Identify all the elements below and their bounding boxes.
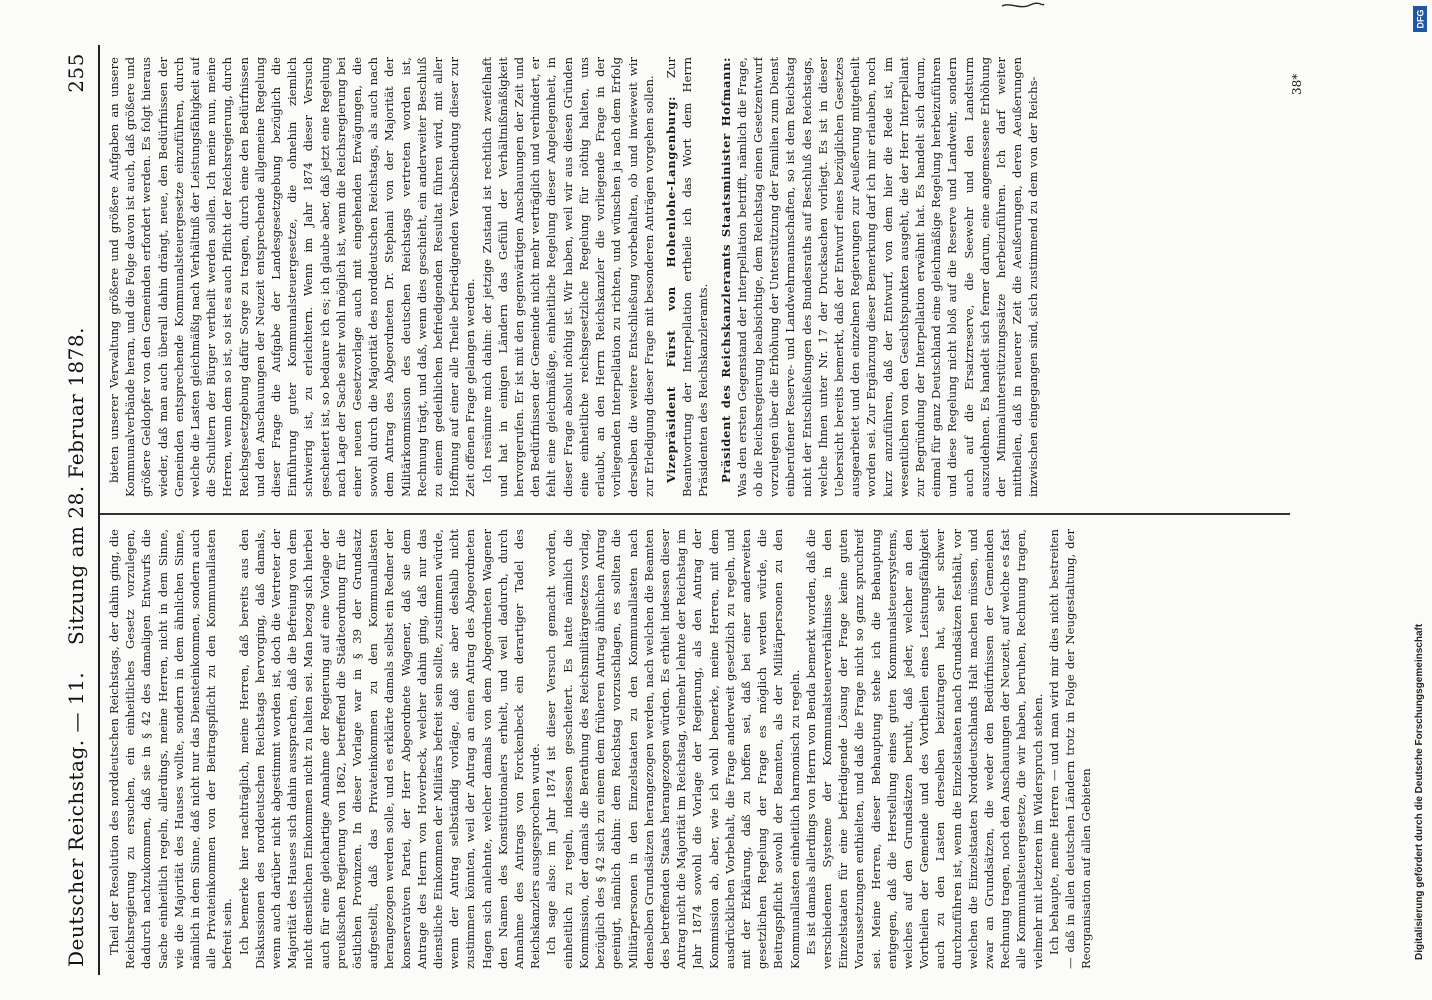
paragraph: Es ist damals allerdings von Herrn von Benda bemerkt worden, daß die verschiedenen Systeme der Kommunalsteuerverhältnisse in den Einzelstaaten für eine befriedigende Lösung der Frage keine guten Voraussetzungen enthielten, und daß die Frage nicht so ganz spruchreif sei. Meine Herren, dieser Behauptung stehe ich die Behauptung entgegen, daß die Herstellung eines guten Kommunalsteuersystems, welches auf den Grundsätzen beruht, daß jeder, welcher an den Vortheilen der Gemeinde und des Vortheilen eines Leistungsfähigkeit auch zu den Lasten derselben beizutragen hat, sehr schwer durchzuführen ist, wenn die Einzelstaaten nach Grundsätzen festhält, vor welchen die Einzelstaaten Norddeutschlands Halt machen müssen, und zwar an Grundsätzen, die weder den Bedürfnissen der Gemeinden Rechnung tragen, noch den Anschauungen der Neuzeit, auf welche es fast alle Kommunalsteuergesetze, die wir haben, beruhen, Rechnung tragen, vielmehr mit letzteren im Widerspruch stehen.: [803, 529, 1045, 969]
speaker-text: Zur Beantwortung der Interpellation ertheile ich das Wort dem Herrn Präsidenten des Reichskanzleramts.: [663, 57, 711, 497]
speaker-paragraph: [663, 57, 712, 497]
speaker-name: Vizepräsident Fürst von Hohenlohe-Langenburg:: [663, 96, 678, 483]
paragraph: Ich bemerke hier nachträglich, meine Herren, daß bereits aus den Diskussionen des norddeutschen Reichstags hervorging, daß damals, wenn auch darüber nicht abgestimmt worden ist, doch die Vertreter der Majorität des Hauses sich dahin aussprachen, daß die Befreiung von dem nicht dienstlichen Einkommen nicht zu halten sei. Man bezog sich hierbei auch für eine gleichartige Annahme der Regierung auf eine Vorlage der preußischen Regierung von 1862, betreffend die Städteordnung für die östlichen Provinzen. In dieser Vorlage war in § 39 der Grundsatz aufgestellt, daß das Privateinkommen zu den Kommunallasten herangezogen werden solle, und es erklärte damals selbst ein Redner der konservativen Partei, der Herr Abgeordnete Wagener, daß sie dem Antrage des Herrn von Hoverbeck, welcher dahin ging, daß nur das dienstliche Einkommen der Militärs befreit sein sollte, zustimmen würde, wenn der Antrag selbständig vorläge, daß sie aber deshalb nicht zustimmen könnten, weil der Antrag an einen Antrag des Abgeordneten Hagen sich anlehnte, welcher damals von dem Abgeordneten Wagener den Namen des Konstitutionalers erhielt, und weil dadurch, durch Annahme des Antrags von Forckenbeck ein derartiger Tadel des Reichskanzlers ausgesprochen wurde.: [236, 529, 543, 969]
paragraph: bieten unserer Verwaltung größere und größere Aufgaben an unsere Kommunalverbände heran, und die Folge davon ist auch, daß größere und größere Geldopfer von den Gemeinden erfordert werden. Es folgt hieraus wieder, daß man auch überall dahin drängt, neue, den Bedürfnissen der Gemeinden entsprechende Kommunalsteuergesetze einzuführen, durch welche die Lasten gleichmäßig nach Verhältniß der Leistungsfähigkeit auf die Schultern der Bürger vertheilt werden sollen. Ich meine nun, meine Herren, wenn dem so ist, so ist es auch Pflicht der Reichsregierung, durch Reichsgesetzgebung dafür Sorge zu tragen, durch eine den Bedürfnissen und den Anschauungen der Neuzeit entsprechende allgemeine Regelung dieser Frage die Aufgabe der Landesgesetzgebung bezüglich die Einführung guter Kommunalsteuergesetze, die ohnehin ziemlich schwierig ist, zu erleichtern. Wenn im Jahr 1874 dieser Versuch gescheitert ist, so bedaure ich es; ich glaube aber, daß jetzt eine Regelung nach Lage der Sache sehr wohl möglich ist, wenn die Reichsregierung bei einer neuen Gesetzvorlage auch mit eingehenden Erwägungen, die sowohl durch die Majorität des norddeutschen Reichstags, als auch nach dem Antrag des Abgeordneten Dr. Stephani von der Majorität der Militärkommission des deutschen Reichstags vertreten worden ist, Rechnung trägt, und daß, wenn dies geschieht, ein anderweiter Beschluß zu einem gedeihlichen befriedigenden Resultat führen wird, mit aller Hoffnung auf einer alle Theile befriedigenden Verabschiedung dieser zur Zeit offenen Frage gelangen werden.: [107, 57, 478, 497]
page-number: 255: [64, 53, 88, 93]
left-column: [106, 529, 1286, 969]
right-column: [106, 57, 1286, 497]
speaker-text: Was den ersten Gegenstand der Interpellation betrifft, nämlich die Frage, ob die Reichsregierung beabsichtige, dem Reichstag einen Gesetzentwurf vorzulegen über die Erhöhung der Unterstützung der Familien zum Dienst einberufener Reserve- und Landwehrmannschaften, so ist dem Reichstag nicht der Entschließungen des Bundesraths auf Beschluß des Reichstags, welche Ihnen unter Nr. 17 der Drucksachen vorliegt. Es ist in dieser Uebersicht bereits bemerkt, daß der Entwurf eines bezüglichen Gesetzes ausgearbeitet und den einzelnen Regierungen zur Aeußerung mitgetheilt worden sei. Zur Ergänzung dieser Bemerkung darf ich mir erlauben, noch kurz anzuführen, daß der Entwurf, von dem hier die Rede ist, im wesentlichen von den Gesichtspunkten ausgeht, die der Herr Interpellant zur Begründung der Interpellation erwähnt hat. Es handelt sich darum, einmal für ganz Deutschland eine gleichmäßige Regelung herbeizuführen und diese Regelung nicht bloß auf die Reserve und Landwehr, sondern auch auf die Ersatzreserve, die Seewehr und den Landsturm auszudehnen. Es handelt sich ferner darum, eine angemessene Erhöhung der Minimalunterstützungssätze herbeizuführen. Ich darf weiter mittheilen, daß in neuerer Zeit die Aeußerungen, deren Aeußerungen inzwischen eingegangen sind, sich zustimmend zu dem von der Reichs-: [734, 57, 1041, 497]
running-header: [60, 45, 100, 975]
credit-text: Digitalisierung gefördert durch die Deutsche Forschungsgemeinschaft: [1414, 623, 1425, 960]
header-rule: [98, 45, 100, 975]
paragraph: Ich resümire mich dahin: der jetzige Zustand ist rechtlich zweifelhaft und hat in einigen Ländern das Gefühl der Verhältnißmäßigkeit hervorgerufen. Er ist mit den gegenwärtigen Anschauungen der Zeit und den Bedürfnissen der Gemeinde nicht mehr verträglich und verhindert, er fehlt eine gleichmäßige, einheitliche Regelung dieser Angelegenheit, in dieser Frage absolut nöthig ist. Wir haben, weil wir aus diesen Gründen eine einheitliche reichsgesetzliche Regelung für nöthig halten, uns erlaubt, an den Herrn Reichskanzler die vorliegende Frage in der vorliegenden Interpellation zu richten, und wünschen ja nach dem Erfolg derselben die weitere Entschließung vorbehalten, ob und inwieweit wir zur Erledigung dieser Frage mit besonderen Anträgen vorgehen sollen.: [479, 57, 656, 497]
header-left: Deutscher Reichstag. — 11.: [64, 671, 88, 967]
paragraph: Ich behaupte, meine Herren — und man wird mir dies nicht bestreiten — daß in allen deutschen Ländern trotz in Folge der Neugestaltung, der Reorganisation auf allen Gebieten: [1046, 529, 1094, 969]
header-middle: Sitzung am 28. Februar 1878.: [64, 327, 88, 645]
column-divider: [100, 513, 1290, 515]
dfg-logo: DFG: [1413, 6, 1427, 32]
paragraph: Theil der Resolution des norddeutschen Reichstags, der dahin ging, die Reichsregierung zu ersuchen, ein einheitliches Gesetz vorzulegen, dadurch nachzukommen, daß sie in § 42 des damaligen Entwurfs die Sache einheitlich regeln, allerdings, meine Herren, nicht in dem Sinne, wie die Majorität des Hauses wollte, sondern in dem ähnlichen Sinne, nämlich in dem Sinne, daß nicht nur das Diensteinkommen, sondern auch alle Privateinkommen von der Beitragspflicht zu den Kommunallasten befreit sein.: [107, 529, 235, 969]
signature-mark: 38*: [1290, 73, 1304, 95]
paragraph: Ich sage also: im Jahr 1874 ist dieser Versuch gemacht worden, einheitlich zu regeln, indessen gescheitert. Es hatte nämlich die Kommission, der damals die Berathung des Reichsmilitärgesetzes vorlag, bezüglich des § 42 sich zu einem dem früheren Antrag ähnlichen Antrag geeinigt, nämlich dahin: dem Reichstag vorzuschlagen, es sollten die Militärpersonen in den Einzelstaaten zu den Kommunallasten nach denselben Grundsätzen herangezogen werden, nach welchen die Beamten des betreffenden Staats herangezogen würden. Es erhielt indessen dieser Antrag nicht die Majorität im Reichstag, vielmehr lehnte der Reichstag im Jahr 1874 sowohl die Vorlage der Regierung, als den Antrag der Kommission ab, aber, wie ich wohl bemerke, meine Herren, mit dem ausdrücklichen Vorbehalt, die Frage anderweit gesetzlich zu regeln, und mit der Erklärung, daß zu hoffen sei, daß bei einer anderweiten gesetzlichen Regelung der Frage es möglich werden würde, die Beitragspflicht sowohl der Beamten, als der Militärpersonen zu den Kommunallasten einheitlich harmonisch zu regeln.: [544, 529, 802, 969]
ink-smudge: [1000, 0, 1046, 12]
speaker-name: Präsident des Reichskanzleramts Staatsminister Hofmann:: [718, 57, 733, 483]
rotated-page-content: [60, 45, 1335, 975]
speaker-paragraph: [718, 57, 1042, 497]
credit-strip: [1410, 0, 1432, 1000]
